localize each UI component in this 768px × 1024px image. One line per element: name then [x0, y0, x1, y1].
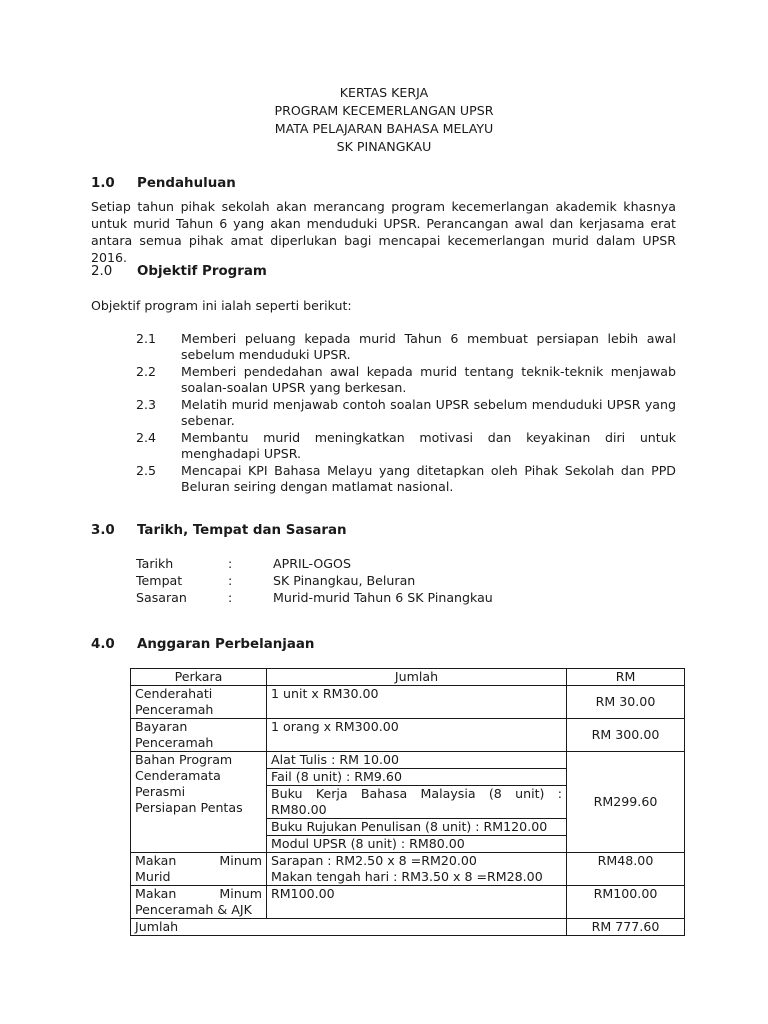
- cell-rm: RM100.00: [567, 886, 685, 919]
- cell-rm: RM 30.00: [567, 686, 685, 719]
- perkara-line: Penceramah & AJK: [135, 902, 252, 917]
- objective-list: [136, 331, 676, 496]
- detail-sep: :: [228, 590, 233, 605]
- cell-jumlah: Buku Rujukan Penulisan (8 unit) : RM120.00: [267, 819, 567, 836]
- detail-key: Tempat: [136, 573, 183, 588]
- title-line-1: KERTAS KERJA: [339, 85, 429, 100]
- item-number: 2.4: [136, 430, 157, 445]
- perkara-spread: [135, 886, 262, 902]
- detail-key: Tarikh: [136, 556, 174, 571]
- table-row: [131, 686, 685, 719]
- section-number: 1.0: [91, 176, 115, 191]
- header-perkara: Perkara: [131, 669, 267, 686]
- header-rm: RM: [567, 669, 685, 686]
- cell-perkara: Cenderahati Penceramah: [131, 686, 267, 719]
- table-total-row: [131, 919, 685, 936]
- perkara-line: Persiapan Pentas: [135, 800, 243, 815]
- cell-total-rm: RM 777.60: [567, 919, 685, 936]
- perkara-word: Minum: [219, 886, 262, 901]
- table-row: [131, 752, 685, 769]
- detail-row-sasaran: [136, 589, 493, 606]
- program-details: [136, 555, 493, 606]
- cell-rm: RM48.00: [567, 853, 685, 886]
- perkara-line: Cenderamata: [135, 768, 221, 783]
- item-text: Mencapai KPI Bahasa Melayu yang ditetapkan oleh Pihak Sekolah dan PPD Beluran seiring dengan matlamat nasional.: [181, 463, 676, 494]
- cell-jumlah: Alat Tulis : RM 10.00: [267, 752, 567, 769]
- cell-perkara: Bayaran Penceramah: [131, 719, 267, 752]
- table-header-row: [131, 669, 685, 686]
- section-number: 3.0: [91, 523, 115, 538]
- detail-value: SK Pinangkau, Beluran: [273, 573, 416, 588]
- section-heading-tarikh: [91, 522, 347, 540]
- section-heading-objektif: [91, 263, 267, 281]
- table-row: [131, 886, 685, 919]
- item-text: Memberi pendedahan awal kepada murid tentang teknik-teknik menjawab soalan-soalan UPSR yang berkesan.: [181, 364, 676, 395]
- item-text: Memberi peluang kepada murid Tahun 6 membuat persiapan lebih awal sebelum menduduki UPSR.: [181, 331, 676, 362]
- title-line-3: MATA PELAJARAN BAHASA MELAYU: [274, 121, 494, 136]
- detail-value: APRIL-OGOS: [273, 556, 351, 571]
- section-number: 4.0: [91, 637, 115, 652]
- cell-jumlah: 1 unit x RM30.00: [267, 686, 567, 719]
- cell-perkara: [131, 752, 267, 853]
- list-item: [136, 397, 676, 429]
- item-text: Membantu murid meningkatkan motivasi dan keyakinan diri untuk menghadapi UPSR.: [181, 430, 676, 461]
- detail-key: Sasaran: [136, 590, 187, 605]
- perkara-word: Minum: [219, 853, 262, 868]
- cell-jumlah: 1 orang x RM300.00: [267, 719, 567, 752]
- cell-perkara: [131, 853, 267, 886]
- detail-value: Murid-murid Tahun 6 SK Pinangkau: [273, 590, 493, 605]
- item-number: 2.5: [136, 463, 157, 478]
- cell-jumlah: RM100.00: [267, 886, 567, 919]
- section-title: Tarikh, Tempat dan Sasaran: [137, 523, 347, 538]
- document-title: [0, 84, 768, 156]
- item-number: 2.1: [136, 331, 157, 346]
- list-item: [136, 463, 676, 495]
- detail-row-tarikh: [136, 555, 493, 572]
- list-item: [136, 430, 676, 462]
- detail-row-tempat: [136, 572, 493, 589]
- pendahuluan-paragraph: Setiap tahun pihak sekolah akan merancang program kecemerlangan akademik khasnya untuk murid Tahun 6 yang akan menduduki UPSR. Perancangan awal dan kerjasama erat antara semua pihak amat diperlukan bagi mencapai kecemerlangan murid dalam UPSR 2016.: [91, 199, 676, 265]
- jumlah-line: Makan tengah hari : RM3.50 x 8 =RM28.00: [271, 869, 543, 884]
- perkara-word: Makan: [135, 853, 177, 868]
- title-line-2: PROGRAM KECEMERLANGAN UPSR: [274, 103, 494, 118]
- perkara-line: Perasmi: [135, 784, 186, 799]
- perkara-word: Makan: [135, 886, 177, 901]
- cell-perkara: [131, 886, 267, 919]
- perkara-line: Murid: [135, 869, 171, 884]
- jumlah-line: Sarapan : RM2.50 x 8 =RM20.00: [271, 853, 477, 868]
- title-line-4: SK PINANGKAU: [336, 139, 432, 154]
- cell-rm: RM299.60: [567, 752, 685, 853]
- section-heading-pendahuluan: [91, 175, 236, 193]
- list-item: [136, 331, 676, 363]
- item-number: 2.3: [136, 397, 157, 412]
- cell-jumlah: Buku Kerja Bahasa Malaysia (8 unit) : RM80.00: [267, 786, 567, 819]
- budget-table: [130, 668, 685, 936]
- list-item: [136, 364, 676, 396]
- perkara-spread: [135, 853, 262, 869]
- table-row: [131, 719, 685, 752]
- section-number: 2.0: [91, 264, 113, 279]
- perkara-line: Bahan Program: [135, 752, 233, 767]
- detail-sep: :: [228, 573, 233, 588]
- table-row: [131, 853, 685, 886]
- item-text: Melatih murid menjawab contoh soalan UPSR sebelum menduduki UPSR yang sebenar.: [181, 397, 676, 428]
- section-title: Anggaran Perbelanjaan: [137, 637, 315, 652]
- cell-jumlah: Fail (8 unit) : RM9.60: [267, 769, 567, 786]
- cell-jumlah: Modul UPSR (8 unit) : RM80.00: [267, 836, 567, 853]
- section-heading-anggaran: [91, 636, 314, 654]
- objektif-intro: Objektif program ini ialah seperti berikut:: [91, 298, 352, 313]
- item-number: 2.2: [136, 364, 157, 379]
- cell-jumlah: [267, 853, 567, 886]
- cell-total-label: Jumlah: [131, 919, 567, 936]
- section-title: Pendahuluan: [137, 176, 236, 191]
- detail-sep: :: [228, 556, 233, 571]
- header-jumlah: Jumlah: [267, 669, 567, 686]
- section-title: Objektif Program: [137, 264, 267, 279]
- cell-rm: RM 300.00: [567, 719, 685, 752]
